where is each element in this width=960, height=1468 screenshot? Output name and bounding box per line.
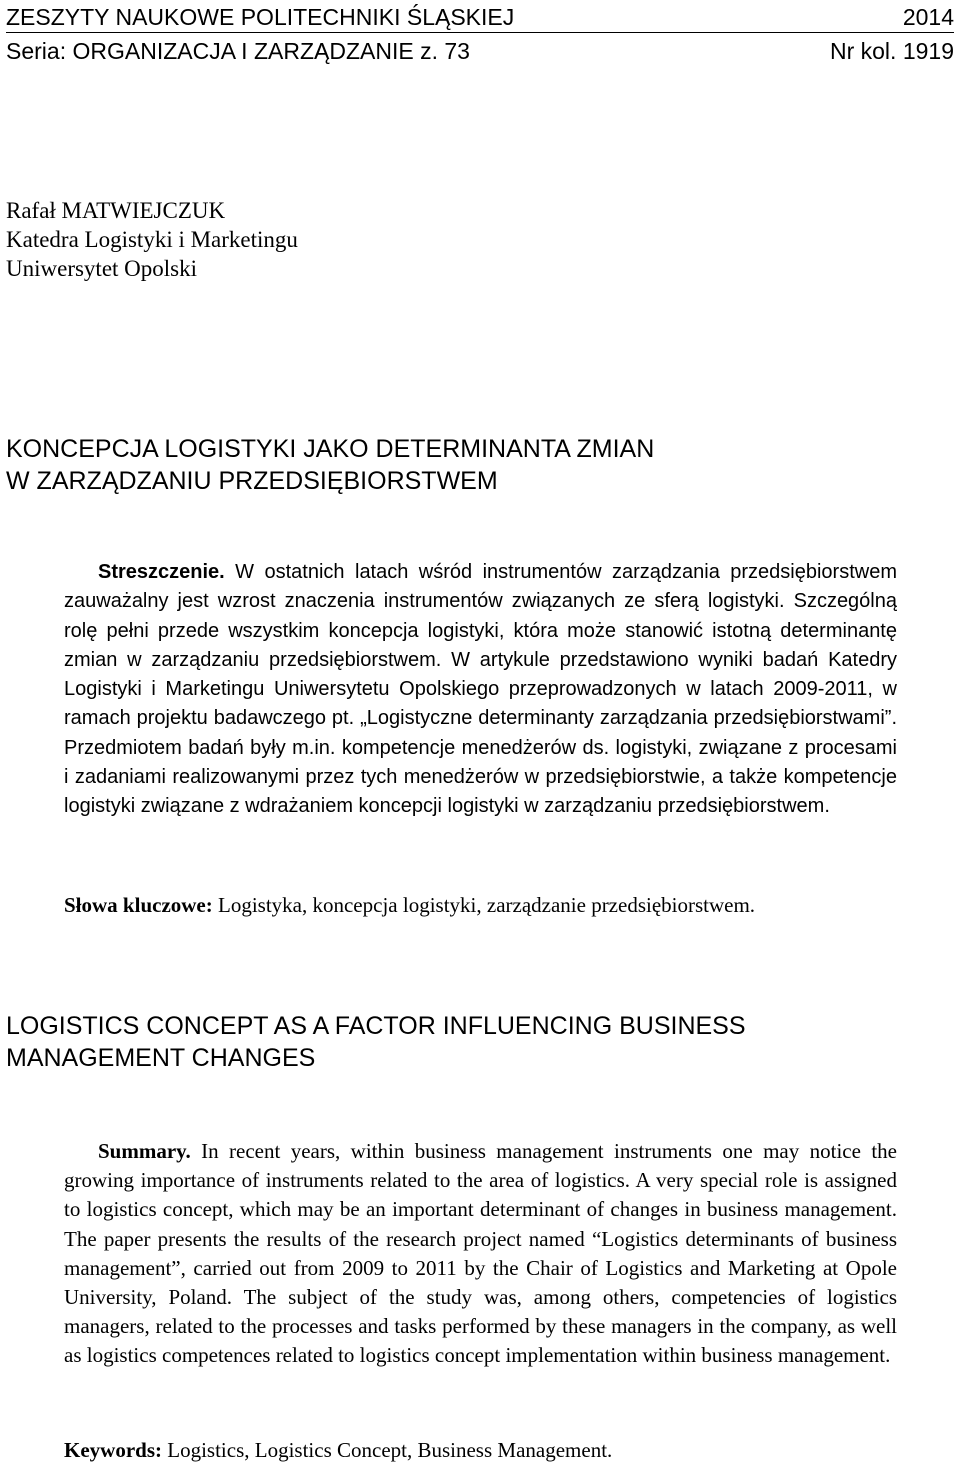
keywords-pl [64, 892, 944, 919]
title-en-line1: LOGISTICS CONCEPT AS A FACTOR INFLUENCING BUSINESS [6, 1012, 746, 1040]
series-name: Seria: ORGANIZACJA I ZARZĄDZANIE z. 73 [6, 38, 470, 64]
abstract-en-lead: Summary. [98, 1139, 191, 1163]
series-header [6, 38, 954, 64]
title-pl-line2: W ZARZĄDZANIU PRZEDSIĘBIORSTWEM [6, 467, 498, 495]
keywords-en-text: Logistics, Logistics Concept, Business Management. [162, 1438, 613, 1462]
journal-header [6, 4, 954, 33]
keywords-pl-label: Słowa kluczowe: [64, 893, 213, 917]
journal-year: 2014 [902, 4, 954, 30]
abstract-pl-text: W ostatnich latach wśród instrumentów zarządzania przedsiębiorstwem zauważalny jest wzrost znaczenia instrumentów związanych ze sferą logistyki. Szczególną rolę pełni przede wszystkim koncepcja logistyki, która może stanowić istotną determinantę zmian w zarządzaniu przedsiębiorstwem. W artykule przedstawiono wyniki badań Katedry Logistyki i Marketingu Uniwersytetu Opolskiego przeprowadzonych w latach 2009-2011, w ramach projektu badawczego pt. „Logistyczne determinanty zarządzania przedsiębiorstwami”. Przedmiotem badań były m.in. kompetencje menedżerów ds. logistyki, związane z procesami i zadaniami realizowanymi przez tych menedżerów w przedsiębiorstwie, a także kompetencje logistyki związane z wdrażaniem koncepcji logistyki w zarządzaniu przedsiębiorstwem. [64, 561, 897, 818]
journal-name: ZESZYTY NAUKOWE POLITECHNIKI ŚLĄSKIEJ [6, 4, 515, 30]
author-block [6, 196, 298, 283]
author-name: Rafał MATWIEJCZUK [6, 198, 226, 223]
author-university: Uniwersytet Opolski [6, 256, 198, 281]
abstract-en [64, 1137, 897, 1371]
paper-title-en [6, 1010, 746, 1074]
keywords-pl-text: Logistyka, koncepcja logistyki, zarządzanie przedsiębiorstwem. [212, 893, 756, 917]
paper-title-pl [6, 433, 654, 497]
abstract-en-text: In recent years, within business management instruments one may notice the growing importance of instruments related to the area of logistics. A very special role is assigned to logistics concept, which may be an important determinant of changes in business management. The paper presents the results of the research project named “Logistics determinants of business management”, carried out from 2009 to 2011 by the Chair of Logistics and Marketing at Opole University, Poland. The subject of the study was, among others, competencies of logistics managers, related to the processes and tasks performed by these managers in the company, as well as logistics competences related to logistics concept implementation within business management. [64, 1139, 897, 1368]
keywords-en-label: Keywords: [64, 1438, 162, 1462]
author-department: Katedra Logistyki i Marketingu [6, 227, 298, 252]
title-pl-line1: KONCEPCJA LOGISTYKI JAKO DETERMINANTA ZMIAN [6, 435, 655, 463]
abstract-pl-lead: Streszczenie. [98, 561, 225, 583]
title-en-line2: MANAGEMENT CHANGES [6, 1044, 316, 1072]
issue-number: Nr kol. 1919 [829, 38, 954, 64]
keywords-en [64, 1437, 944, 1464]
abstract-pl [64, 558, 897, 822]
